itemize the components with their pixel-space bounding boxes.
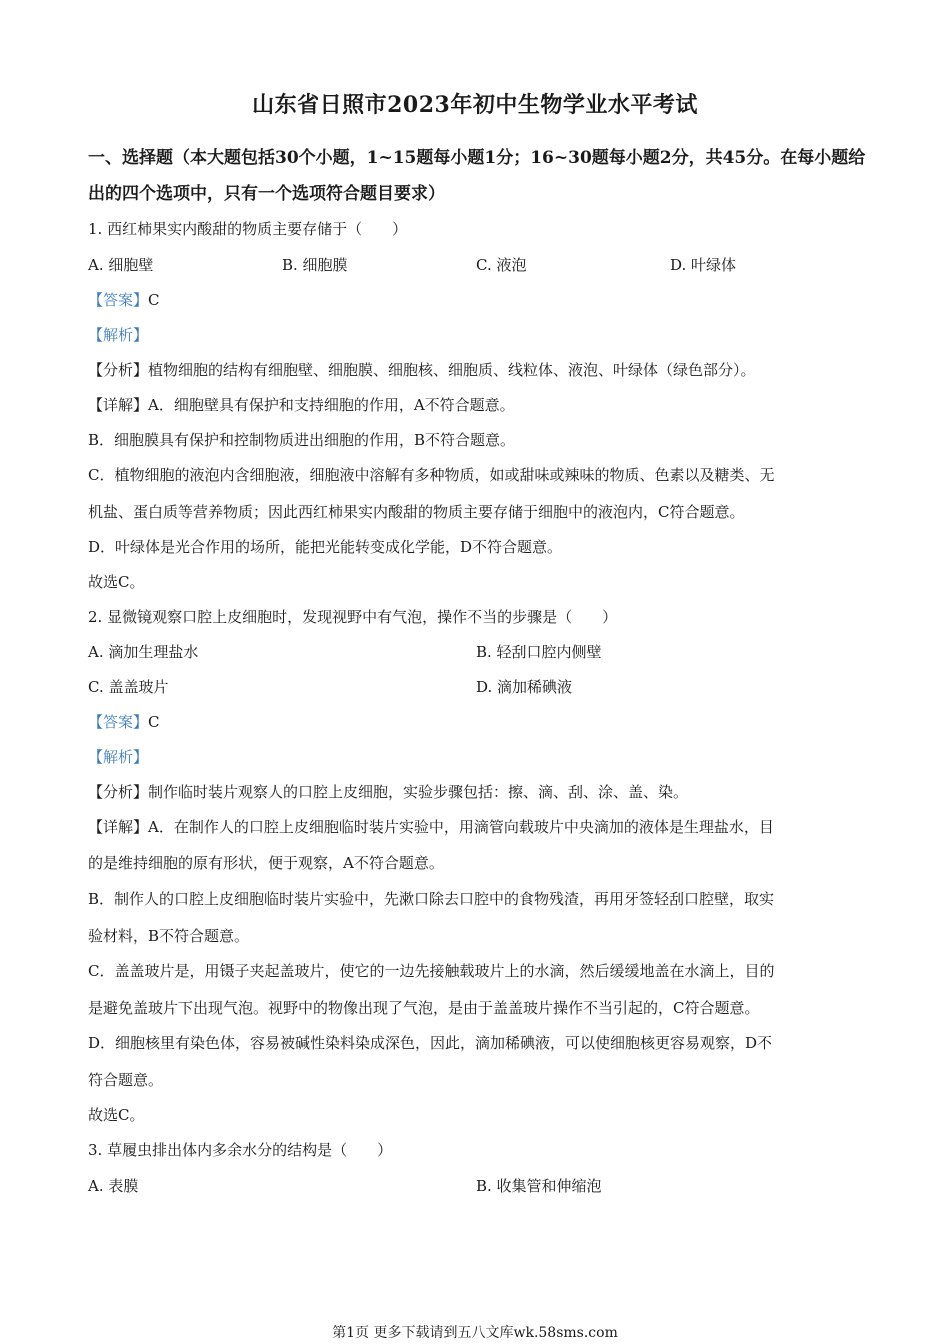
q1-option-d: D. 叶绿体 [670, 256, 737, 274]
analysis-label: 【解析】 [88, 748, 149, 766]
q3-option-b: B. 收集管和伸缩泡 [476, 1177, 602, 1195]
xiangjie-label: 【详解】 [88, 396, 149, 414]
q3-option-a: A. 表膜 [88, 1177, 139, 1195]
fenxi-label: 【分析】 [88, 361, 149, 379]
q1-option-b: B. 细胞膜 [282, 256, 348, 274]
q2-detail-c1: C．盖盖玻片是，用镊子夹起盖玻片，使它的一边先接触载玻片上的水滴，然后缓缓地盖在水滴上，目的 [88, 962, 775, 980]
section-heading: 一、选择题（本大题包括30个小题，1~15题每小题1分；16~30题每小题2分，共45分。在每小题给出的四个选项中，只有一个选项符合题目要求） [88, 148, 866, 204]
q1-fenxi-text: 植物细胞的结构有细胞壁、细胞膜、细胞核、细胞质、线粒体、液泡、叶绿体（绿色部分）。 [148, 361, 756, 379]
q1-stem: 1. 西红柿果实内酸甜的物质主要存储于（ ） [88, 220, 408, 238]
q1-fenxi [88, 360, 756, 380]
q3-stem: 3. 草履虫排出体内多余水分的结构是（ ） [88, 1141, 393, 1159]
q2-answer-value: C [148, 713, 160, 731]
q2-option-b: B. 轻刮口腔内侧壁 [476, 643, 602, 661]
q2-detail-b1: B．制作人的口腔上皮细胞临时装片实验中，先漱口除去口腔中的食物残渣，再用牙签轻刮口腔壁，取实 [88, 890, 775, 908]
q2-answer [88, 712, 160, 732]
q1-answer-value: C [148, 291, 160, 309]
q2-detail-a2: 的是维持细胞的原有形状，便于观察，A不符合题意。 [88, 854, 444, 872]
q2-detail-c2: 是避免盖玻片下出现气泡。视野中的物像出现了气泡，是由于盖盖玻片操作不当引起的，C符合题意。 [88, 999, 760, 1017]
q1-detail-c1: C．植物细胞的液泡内含细胞液，细胞液中溶解有多种物质，如或甜味或辣味的物质、色素以及糖类、无 [88, 466, 775, 484]
answer-label: 【答案】 [88, 713, 149, 731]
q1-answer [88, 290, 160, 310]
q2-option-d: D. 滴加稀碘液 [476, 678, 573, 696]
q1-detail-c2: 机盐、蛋白质等营养物质；因此西红柿果实内酸甜的物质主要存储于细胞中的液泡内，C符合题意。 [88, 503, 745, 521]
analysis-label: 【解析】 [88, 326, 149, 344]
q2-stem: 2. 显微镜观察口腔上皮细胞时，发现视野中有气泡，操作不当的步骤是（ ） [88, 608, 618, 626]
page-title: 山东省日照市2023年初中生物学业水平考试 [252, 92, 698, 118]
q2-detail-d1: D．细胞核里有染色体，容易被碱性染料染成深色，因此，滴加稀碘液，可以使细胞核更容易观察，D不 [88, 1034, 773, 1052]
q1-detail-a [88, 395, 515, 415]
q2-option-a: A. 滴加生理盐水 [88, 643, 199, 661]
q2-analysis-label [88, 747, 148, 767]
page-footer: 第1页 更多下载请到五八文库wk.58sms.com [332, 1325, 618, 1341]
q2-conclusion: 故选C。 [88, 1106, 145, 1124]
answer-label: 【答案】 [88, 291, 149, 309]
q1-conclusion: 故选C。 [88, 573, 145, 591]
q1-detail-b: B．细胞膜具有保护和控制物质进出细胞的作用，B不符合题意。 [88, 431, 516, 449]
q2-detail-d2: 符合题意。 [88, 1071, 164, 1089]
q1-detail-d: D．叶绿体是光合作用的场所，能把光能转变成化学能，D不符合题意。 [88, 538, 563, 556]
q2-fenxi-text: 制作临时装片观察人的口腔上皮细胞，实验步骤包括：擦、滴、刮、涂、盖、染。 [148, 783, 689, 801]
q1-option-a: A. 细胞壁 [88, 256, 154, 274]
q2-detail-b2: 验材料，B不符合题意。 [88, 927, 250, 945]
q2-fenxi [88, 782, 688, 802]
xiangjie-label: 【详解】 [88, 818, 149, 836]
q1-detail-a-text: A．细胞壁具有保护和支持细胞的作用，A不符合题意。 [148, 396, 515, 414]
q1-analysis-label [88, 325, 148, 345]
q2-option-c: C. 盖盖玻片 [88, 678, 169, 696]
q1-option-c: C. 液泡 [476, 256, 527, 274]
q2-detail-a1 [88, 817, 774, 837]
q2-detail-a1-text: A．在制作人的口腔上皮细胞临时装片实验中，用滴管向载玻片中央滴加的液体是生理盐水，目 [148, 818, 774, 836]
fenxi-label: 【分析】 [88, 783, 149, 801]
